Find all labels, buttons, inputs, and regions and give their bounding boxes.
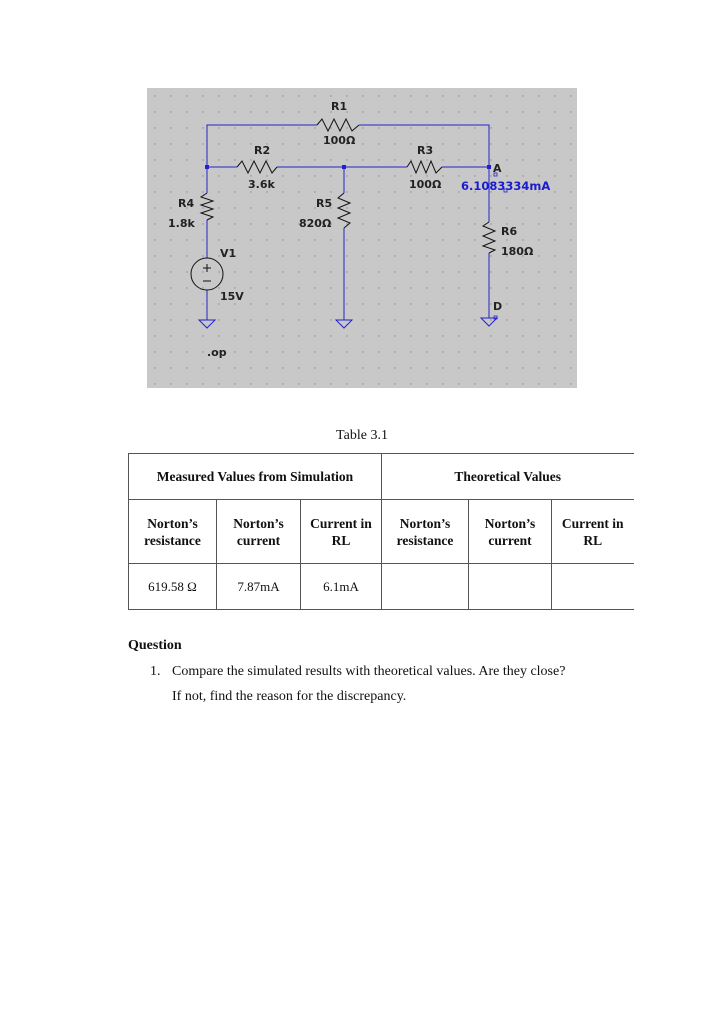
r1-name: R1 [331,100,348,113]
schematic-grid [147,88,577,388]
table-caption: Table 3.1 [336,428,388,443]
theoretical-norton-resistance-header: Norton’s resistance [382,500,469,564]
question-text-line1: Compare the simulated results with theoretical values. Are they close? [172,664,566,679]
r4-name: R4 [178,197,195,210]
measured-norton-resistance-value: 619.58 Ω [129,564,217,610]
table-group-header-row [129,454,634,500]
r6-name: R6 [501,225,518,238]
theoretical-current-rl-header: Current in RL [552,500,634,564]
v1-value: 15V [220,290,244,303]
question-number: 1. [150,664,161,679]
r2-value: 3.6k [248,178,275,191]
spice-directive: .op [207,346,227,359]
question-text-line2: If not, find the reason for the discrepancy. [172,689,407,704]
r3-name: R3 [417,144,434,157]
measured-norton-resistance-header: Norton’s resistance [129,500,217,564]
table-subheader-row [129,500,634,564]
r2-name: R2 [254,144,271,157]
theoretical-norton-current-header: Norton’s current [469,500,552,564]
measured-current-rl-value: 6.1mA [301,564,382,610]
r1-value: 100Ω [323,134,356,147]
r6-value: 180Ω [501,245,534,258]
r5-name: R5 [316,197,333,210]
v1-name: V1 [220,247,237,260]
r4-value: 1.8k [168,217,195,230]
theoretical-current-rl-value [552,564,634,610]
question-list [150,662,565,712]
node-a-label: A [493,162,502,175]
probe-current-reading: 6.1083334mA [461,179,551,193]
theoretical-header: Theoretical Values [382,454,634,500]
r3-value: 100Ω [409,178,442,191]
measured-header: Measured Values from Simulation [129,454,382,500]
measured-norton-current-value: 7.87mA [217,564,301,610]
node-d-label: D [493,300,503,313]
circuit-schematic [147,88,577,388]
question-title: Question [128,638,182,653]
r5-value: 820Ω [299,217,332,230]
table-row [129,564,634,610]
results-table [128,453,634,610]
theoretical-norton-current-value [469,564,552,610]
question-item [150,662,565,687]
measured-current-rl-header: Current in RL [301,500,382,564]
measured-norton-current-header: Norton’s current [217,500,301,564]
theoretical-norton-resistance-value [382,564,469,610]
